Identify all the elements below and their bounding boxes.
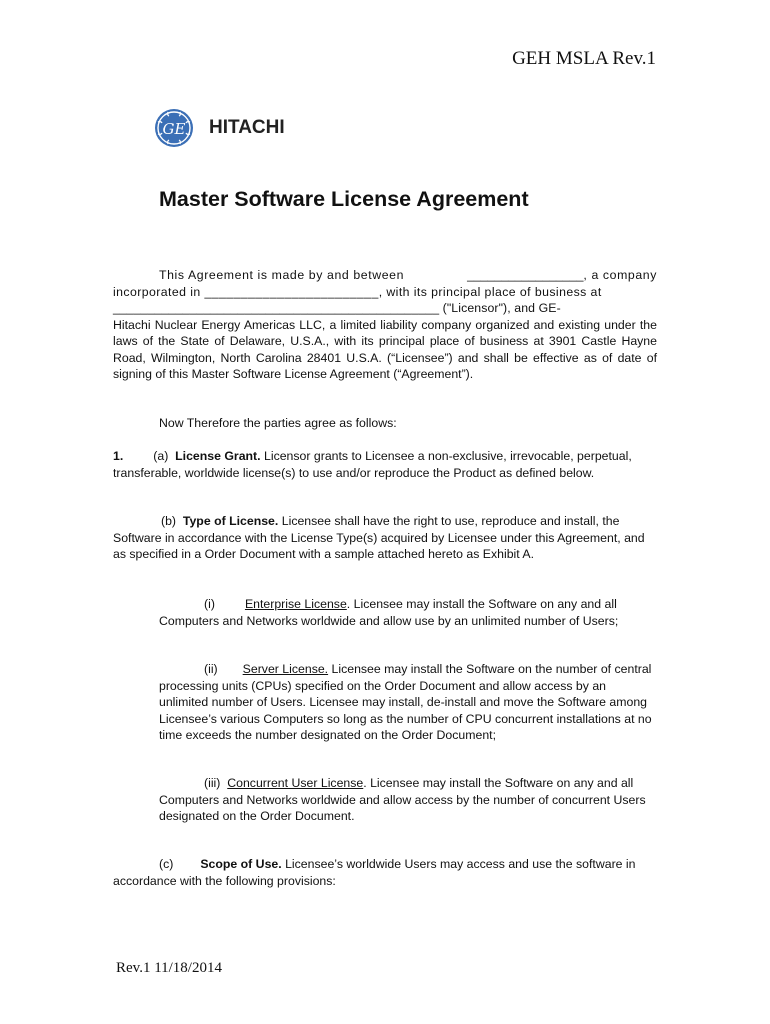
section-number: 1. [113, 449, 124, 463]
section-1c-text: Licensee’s worldwide Users may access and use the software in accordance with the following provisions: [113, 857, 636, 888]
section-1b-i-text: . Licensee may install the Software on any and all Computers and Networks worldwide and allow use by an unlimited number of Users; [159, 597, 619, 628]
intro-rest: Hitachi Nuclear Energy Americas LLC, a limited liability company organized and existing under the laws of the State of Delaware, U.S.A., with its principal place of business at 3901 Castle Hayne Road, Wilmington, North Carolina 28401 U.S.A. (“Licensee”) and shall be effective as of date of signing of this Master Software License Agreement (“Agreement”). [113, 317, 657, 381]
section-1b-heading: Type of License. [182, 514, 279, 528]
logo-bar [154, 108, 285, 148]
ge-logo-text: GE [162, 120, 186, 138]
intro-line-3: _______________________________________________ ("Licensor"), and GE- [113, 301, 561, 315]
page-title: Master Software License Agreement [159, 187, 529, 211]
intro-line-2: incorporated in ________________________, with its principal place of business at [113, 284, 602, 299]
intro-line-1-blank: _________________ [467, 268, 584, 282]
section-1b-iii-heading: Concurrent User License [227, 776, 364, 790]
section-1b-marker: (b) [161, 514, 177, 528]
section-1a-marker: (a) [153, 449, 169, 463]
section-1a-heading: License Grant. [175, 449, 261, 463]
section-1c-heading: Scope of Use. [200, 857, 282, 871]
section-1b-ii-text: Licensee may install the Software on the number of central processing units (CPUs) specified on the Order Document and allow access by an unlimited number of Users. Licensee may install, de-install and move the Software among Licensee’s various Computers so long as the number of CPU concurrent installations at no time exceeds the number designated on the Order Document; [159, 662, 652, 742]
section-1b [113, 513, 657, 563]
section-1b-ii [159, 661, 657, 744]
section-1b-iii-marker: (iii) [204, 776, 221, 790]
section-1a-text: Licensor grants to Licensee a non-exclusive, irrevocable, perpetual, transferable, worldwide license(s) to use and/or reproduce the Product as defined below. [113, 449, 632, 480]
section-1b-i-heading: Enterprise License [244, 597, 347, 611]
section-1b-iii [159, 775, 657, 825]
section-1b-text: Licensee shall have the right to use, reproduce and install, the Software in accordance with the License Type(s) acquired by Licensee under this Agreement, and as specified in a Order Document with a sample attached hereto as Exhibit A. [113, 514, 645, 561]
section-1b-ii-marker: (ii) [204, 662, 218, 676]
intro-paragraph [113, 267, 657, 383]
ge-logo-icon [154, 108, 194, 148]
preamble: Now Therefore the parties agree as follows: [159, 416, 397, 430]
footer-revision: Rev.1 11/18/2014 [116, 960, 222, 976]
section-1b-iii-text: . Licensee may install the Software on any and all Computers and Networks worldwide and allow access by the number of concurrent Users designated on the Order Document. [159, 776, 646, 823]
section-1b-i [159, 596, 657, 629]
section-1c-marker: (c) [159, 857, 174, 871]
intro-line-1 [113, 267, 657, 284]
section-1b-i-marker: (i) [204, 597, 215, 611]
intro-line-1-lead: This Agreement is made by and between [159, 268, 405, 282]
section-1b-ii-heading: Server License. [242, 662, 329, 676]
hitachi-logo: HITACHI [209, 117, 285, 138]
intro-line-1-tail: , a company [583, 268, 657, 282]
document-reference: GEH MSLA Rev.1 [512, 48, 656, 69]
section-1c [113, 856, 657, 889]
section-1a [113, 448, 657, 481]
